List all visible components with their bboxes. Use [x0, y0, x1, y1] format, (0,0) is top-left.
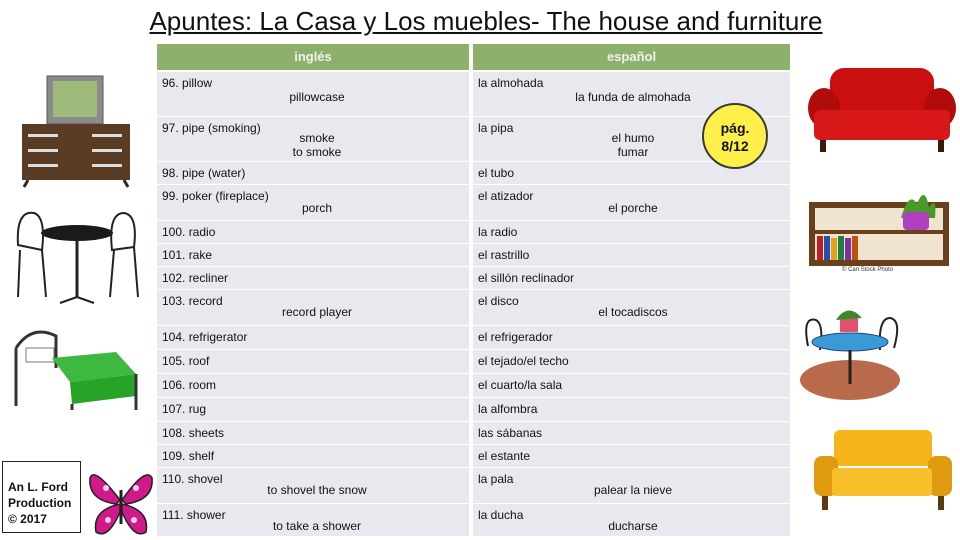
header-english: inglés: [157, 44, 469, 70]
english-term: 99. poker (fireplace): [162, 189, 269, 203]
bed-illustration: [12, 318, 140, 412]
table-row: [157, 350, 790, 374]
english-term: 109. shelf: [162, 449, 215, 463]
english-cell: [157, 445, 469, 467]
spanish-term: la pala: [478, 472, 514, 486]
spanish-term: el tubo: [478, 166, 515, 180]
table-row: [157, 468, 790, 504]
page-number-text: pág. 8/12: [720, 120, 750, 154]
table-row: [157, 374, 790, 398]
english-term: 105. roof: [162, 354, 210, 368]
spanish-subterm: el tocadiscos: [598, 305, 668, 319]
table-row: [157, 398, 790, 422]
red-sofa-illustration: [806, 62, 958, 156]
table-row: [157, 185, 790, 221]
table-row: [157, 221, 790, 244]
english-term: 111. shower: [162, 508, 226, 522]
spanish-term: el disco: [478, 294, 519, 308]
spanish-term: la ducha: [478, 508, 524, 522]
spanish-cell: [473, 326, 790, 349]
spanish-cell: [473, 374, 790, 397]
page-title: Apuntes: La Casa y Los muebles- The house and furniture: [149, 6, 823, 36]
patio-table-illustration: [790, 296, 910, 408]
header-spanish: español: [473, 44, 790, 70]
table-row: [157, 72, 790, 117]
english-subterm: porch: [301, 201, 333, 215]
spanish-term: el rastrillo: [478, 248, 530, 262]
english-term: 98. pipe (water): [162, 166, 246, 180]
english-subterm: pillowcase: [289, 90, 345, 104]
table-row: [157, 117, 790, 162]
table-row: [157, 244, 790, 267]
spanish-cell: [473, 468, 790, 503]
english-term: 108. sheets: [162, 426, 225, 440]
spanish-cell: [473, 422, 790, 444]
spanish-term: el sillón reclinador: [478, 271, 575, 285]
spanish-term: el refrigerador: [478, 330, 553, 344]
spanish-subterm: el humo fumar: [611, 131, 655, 159]
english-term: 107. rug: [162, 402, 207, 416]
spanish-term: la alfombra: [478, 402, 538, 416]
english-cell: [157, 326, 469, 349]
spanish-term: el atizador: [478, 189, 534, 203]
english-subterm: record player: [281, 305, 353, 319]
table-row: [157, 267, 790, 290]
spanish-cell: [473, 185, 790, 220]
bookshelf-illustration: [805, 182, 955, 270]
shelf-caption: © Can Stock Photo: [842, 267, 894, 273]
table-row: [157, 326, 790, 350]
english-cell: [157, 244, 469, 266]
butterfly-illustration: [86, 460, 156, 540]
english-cell: [157, 185, 469, 220]
spanish-term: el cuarto/la sala: [478, 378, 563, 392]
spanish-cell: [473, 290, 790, 325]
english-term: 103. record: [162, 294, 223, 308]
english-cell: [157, 290, 469, 325]
page-number-badge: [702, 103, 768, 169]
spanish-subterm: ducharse: [608, 519, 658, 533]
english-term: 101. rake: [162, 248, 213, 262]
table-row: [157, 290, 790, 326]
english-subterm: to shovel the snow: [267, 483, 367, 497]
english-cell: [157, 468, 469, 503]
yellow-sofa-illustration: [812, 424, 952, 516]
english-term: 100. radio: [162, 225, 216, 239]
english-cell: [157, 374, 469, 397]
spanish-subterm: el porche: [608, 201, 658, 215]
table-row: [157, 445, 790, 468]
english-cell: [157, 221, 469, 243]
english-cell: [157, 162, 469, 184]
english-term: 110. shovel: [162, 472, 223, 486]
english-term: 102. recliner: [162, 271, 229, 285]
spanish-cell: [473, 221, 790, 243]
spanish-cell: [473, 244, 790, 266]
bistro-table-illustration: [12, 205, 142, 305]
english-cell: [157, 398, 469, 421]
spanish-term: el tejado/el techo: [478, 354, 569, 368]
english-term: 104. refrigerator: [162, 330, 248, 344]
spanish-cell: [473, 398, 790, 421]
spanish-cell: [473, 350, 790, 373]
english-term: 97. pipe (smoking): [162, 121, 261, 135]
spanish-cell: [473, 267, 790, 289]
english-cell: [157, 350, 469, 373]
english-subterm: to take a shower: [272, 519, 362, 533]
english-cell: [157, 72, 469, 116]
english-term: 106. room: [162, 378, 217, 392]
english-cell: [157, 117, 469, 161]
english-cell: [157, 267, 469, 289]
spanish-term: la radio: [478, 225, 518, 239]
spanish-subterm: la funda de almohada: [575, 90, 691, 104]
spanish-cell: [473, 445, 790, 467]
english-subterm: smoke to smoke: [292, 131, 342, 159]
spanish-term: el estante: [478, 449, 531, 463]
spanish-term: las sábanas: [478, 426, 543, 440]
tv-dresser-illustration: [20, 74, 132, 188]
spanish-subterm: palear la nieve: [593, 483, 673, 497]
table-row: [157, 504, 790, 537]
credit-box: An L. Ford Production © 2017: [2, 461, 81, 533]
spanish-term: la pipa: [478, 121, 514, 135]
table-row: [157, 422, 790, 445]
english-term: 96. pillow: [162, 76, 213, 90]
spanish-cell: [473, 504, 790, 536]
spanish-term: la almohada: [478, 76, 544, 90]
english-cell: [157, 422, 469, 444]
english-cell: [157, 504, 469, 536]
table-row: [157, 162, 790, 185]
